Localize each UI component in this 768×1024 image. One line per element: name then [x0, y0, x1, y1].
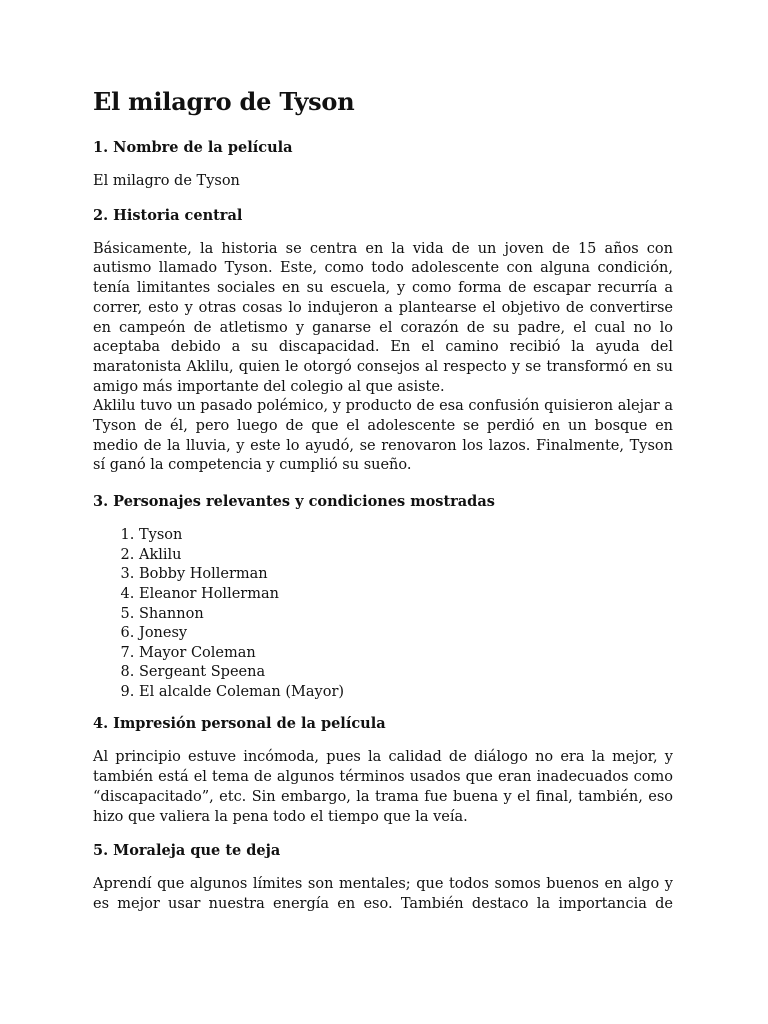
section-heading-1: 1. Nombre de la película [93, 139, 293, 156]
document-page [93, 86, 673, 929]
list-item: 6. Jonesy [139, 624, 673, 644]
list-item: 3. Bobby Hollerman [139, 565, 673, 585]
list-item: 4. Eleanor Hollerman [139, 585, 673, 605]
document-title: El milagro de Tyson [93, 87, 355, 116]
section-heading-5: 5. Moraleja que te deja [93, 842, 281, 860]
list-item: 8. Sergeant Speena [139, 663, 673, 683]
section-4-text: Al principio estuve incómoda, pues la calidad de diálogo no era la mejor, y también está el tema de algunos términos usados que eran inadecuados como “discapacitado”, etc. Sin embargo, la trama fue buena y el final, también, eso hizo que valiera la pena todo el tiempo que la veía. [93, 749, 673, 825]
section-2-paragraph-1: Básicamente, la historia se centra en la vida de un joven de 15 años con autismo llamado Tyson. Este, como todo adolescente con alguna condición, tenía limitantes sociales en su escuela, y como forma de escapar recurría a correr, esto y otras cosas lo indujeron a plantearse el objetivo de convertirse en campeón de atletismo y ganarse el corazón de su padre, el cual no lo aceptaba debido a su discapacidad. En el camino recibió la ayuda del maratonista Aklilu, quien le otorgó consejos al respecto y se transformó en su amigo más importante del colegio al que asiste. [93, 240, 673, 395]
list-item: 9. El alcalde Coleman (Mayor) [139, 683, 673, 703]
list-item: 1. Tyson [139, 526, 673, 546]
section-5-text: Aprendí que algunos límites son mentales; que todos somos buenos en algo y es mejor usar nuestra energía en eso. También destaco la importancia de [93, 876, 673, 912]
section-heading-3: 3. Personajes relevantes y condiciones mostradas [93, 493, 495, 511]
list-item: 7. Mayor Coleman [139, 644, 673, 664]
list-item: 2. Aklilu [139, 546, 673, 566]
list-item: 5. Shannon [139, 605, 673, 625]
section-heading-4: 4. Impresión personal de la película [93, 715, 386, 733]
characters-list [93, 526, 673, 702]
section-2-paragraph-2: Aklilu tuvo un pasado polémico, y producto de esa confusión quisieron alejar a Tyson de él, pero luego de que el adolescente se perdió en un bosque en medio de la lluvia, y este lo ayudó, se renovaron los lazos. Finalmente, Tyson sí ganó la competencia y cumplió su sueño. [93, 398, 673, 474]
section-1-text: El milagro de Tyson [93, 173, 240, 189]
section-heading-2: 2. Historia central [93, 206, 243, 224]
